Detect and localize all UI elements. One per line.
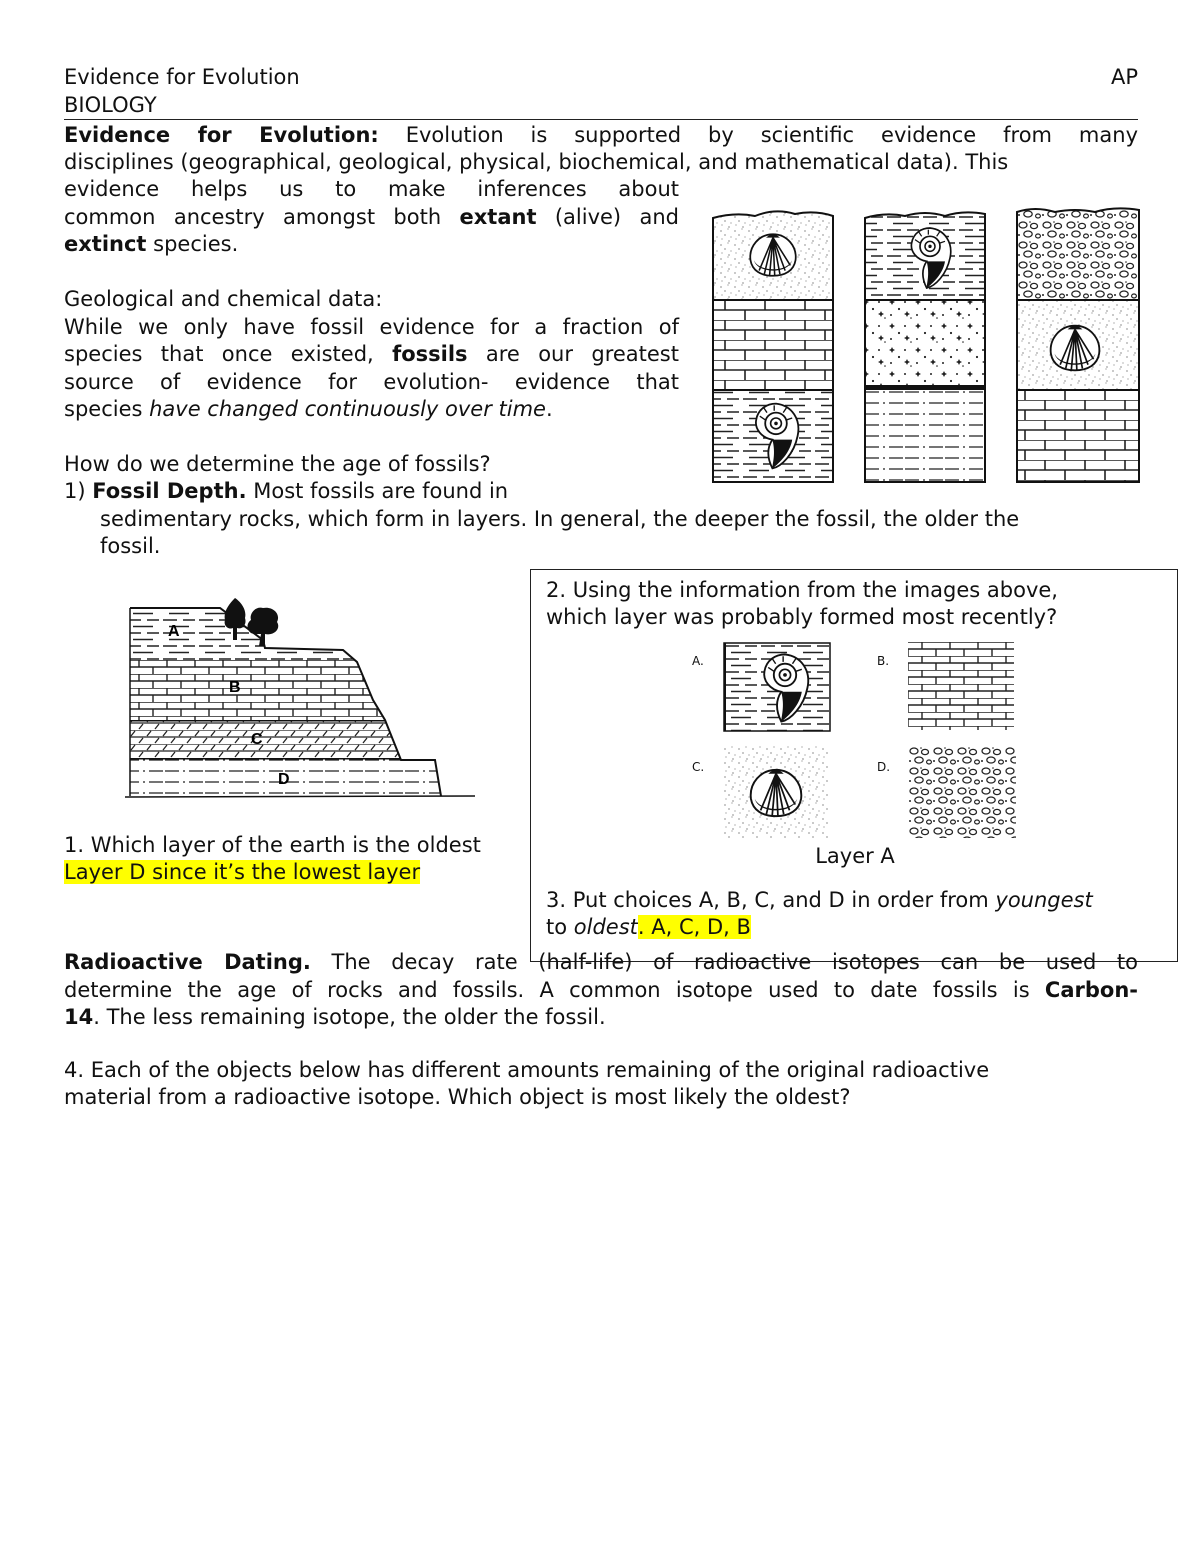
geo-line-2-b: are our greatest <box>467 342 679 366</box>
page-header <box>64 64 1138 119</box>
intro-line-1-text: Evolution is supported by scientific evidence from many <box>378 123 1138 147</box>
intro-line-4-b: (alive) and <box>536 205 679 229</box>
intro-line-5-text: species. <box>146 232 239 256</box>
question-2-line-2: which layer was probably formed most recently? <box>546 605 1058 629</box>
rock-columns-figure <box>705 200 1145 490</box>
question-2-line-1: 2. Using the information from the images above, <box>546 578 1058 602</box>
geo-line-4-a: species <box>64 397 150 421</box>
intro-line-5 <box>64 231 679 259</box>
question-3-text-b: to <box>546 915 574 939</box>
question-3-answer: . A, C, D, B <box>637 915 751 939</box>
term-carbon: Carbon- <box>1044 978 1138 1002</box>
age-question: How do we determine the age of fossils? <box>64 452 491 476</box>
term-oldest: oldest <box>573 915 638 939</box>
choice-c-label: C. <box>692 760 705 774</box>
term-radioactive-dating: Radioactive Dating. <box>64 950 311 974</box>
term-extinct: extinct <box>64 232 147 256</box>
geo-line-4-b: . <box>545 397 553 421</box>
intro-line-4 <box>64 204 679 232</box>
age-item-1 <box>64 478 508 506</box>
age-item-1-text: Most fossils are found in <box>246 479 509 503</box>
geo-line-4-italic: have changed continuously over time <box>149 397 546 421</box>
question-1-answer <box>64 859 420 887</box>
term-14: 14 <box>64 1005 94 1029</box>
question-2-answer: Layer A <box>815 844 895 868</box>
term-fossils: fossils <box>392 342 468 366</box>
clam-fossil-icon <box>751 770 802 816</box>
radio-line-3 <box>64 1004 1138 1032</box>
geo-heading: Geological and chemical data: <box>64 287 383 311</box>
radio-line-3-text: . The less remaining isotope, the older the fossil. <box>93 1005 606 1029</box>
choice-a-image <box>723 642 833 734</box>
header-divider <box>64 119 1138 120</box>
geo-line-1: While we only have fossil evidence for a fraction of <box>64 315 679 339</box>
geo-line-2 <box>64 341 679 369</box>
geo-line-4 <box>64 396 679 424</box>
intro-line-1 <box>64 122 1138 150</box>
clam-fossil-icon <box>1051 326 1100 371</box>
choice-d-label: D. <box>877 760 891 774</box>
choice-d-image <box>908 746 1016 838</box>
question-3-line-1 <box>546 887 1166 915</box>
course-label-top: AP <box>1110 65 1138 89</box>
rock-column-1 <box>713 211 833 482</box>
geo-line-2-a: species that once existed, <box>64 342 393 366</box>
radio-line-2-text: determine the age of rocks and fossils. A common isotope used to date fossils is <box>64 978 1045 1002</box>
radio-line-1 <box>64 949 1138 977</box>
cliff-label-b: B <box>229 679 241 696</box>
question-1: 1. Which layer of the earth is the oldest <box>64 833 481 857</box>
cliff-label-c: C <box>251 731 263 748</box>
rock-column-2 <box>865 212 985 482</box>
cliff-strata-diagram <box>125 590 480 805</box>
radio-line-2 <box>64 977 1138 1005</box>
answer-highlight: Layer D since it’s the lowest layer <box>64 860 421 884</box>
question-box <box>530 569 1178 962</box>
course-label-bottom: BIOLOGY <box>64 92 157 117</box>
question-4-line-2: material from a radioactive isotope. Which object is most likely the oldest? <box>64 1085 851 1109</box>
age-item-1-line-2: sedimentary rocks, which form in layers. In general, the deeper the fossil, the older the <box>100 507 1020 531</box>
intro-line-4-a: common ancestry amongst both <box>64 205 460 229</box>
choice-c-image <box>723 746 829 838</box>
intro-lead: Evidence for Evolution: <box>64 123 379 147</box>
choice-b-label: B. <box>877 654 890 668</box>
cliff-label-a: A <box>168 623 180 640</box>
intro-line-3: evidence helps us to make inferences about <box>64 177 679 201</box>
radio-line-1-text: The decay rate (half-life) of radioactive isotopes can be used to <box>310 950 1138 974</box>
clam-fossil-icon <box>750 234 795 276</box>
question-4-line-1: 4. Each of the objects below has different amounts remaining of the original radioactive <box>64 1058 990 1082</box>
intro-line-2: disciplines (geographical, geological, physical, biochemical, and mathematical data). This <box>64 150 1009 174</box>
question-3-line-2 <box>546 914 1166 942</box>
rock-column-3 <box>1017 208 1139 482</box>
document-title: Evidence for Evolution <box>64 65 300 89</box>
cliff-label-d: D <box>278 771 290 788</box>
age-item-1-number: 1) <box>64 479 86 503</box>
term-fossil-depth: Fossil Depth. <box>92 479 247 503</box>
term-extant: extant <box>459 205 537 229</box>
term-youngest: youngest <box>995 888 1093 912</box>
choice-a-label: A. <box>692 654 704 668</box>
choice-b-image <box>908 642 1014 730</box>
geo-line-3: source of evidence for evolution- evidence that <box>64 370 679 394</box>
question-3-text: 3. Put choices A, B, C, and D in order from <box>546 888 996 912</box>
age-item-1-line-3: fossil. <box>100 534 161 558</box>
